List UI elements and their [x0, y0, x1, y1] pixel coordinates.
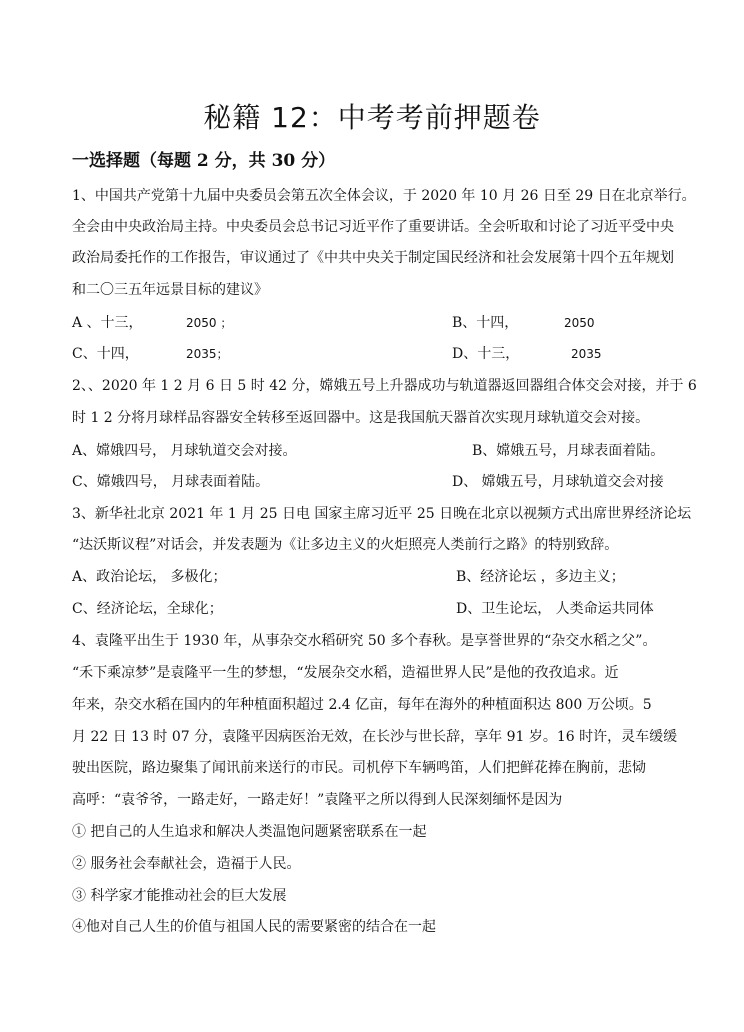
q1-option-b-year: 2050: [564, 316, 595, 330]
q4-line-6: 高呼：“袁爷爷，一路走好，一路走好！”袁隆平之所以得到人民深刻缅怀是因为: [72, 792, 563, 808]
q1-option-a-year: 2050 ；: [186, 316, 233, 330]
q3-option-b: B、经济论坛 ，多边主义；: [456, 569, 625, 585]
q3-line-1: 3、新华社北京 2021 年 1 月 25 日电 国家主席习近平 25 日晚在北京以视频方式出席世界经济论坛: [72, 506, 692, 522]
q4-line-3: 年来，杂交水稻在国内的年种植面积超过 2.4 亿亩，每年在海外的种植面积达 800 万公顷。5: [72, 697, 652, 713]
q2-option-b: B、嫦娥五号，月球表面着陆。: [472, 443, 665, 459]
q1-line-2: 全会由中央政治局主持。中央委员会总书记习近平作了重要讲话。全会听取和讨论了习近平受中央: [72, 219, 674, 235]
q1-line-4: 和二〇三五年远景目标的建议》: [72, 282, 268, 298]
q3-option-c: C、经济论坛，全球化；: [72, 601, 223, 617]
q2-option-a: A、嫦娥四号， 月球轨道交会对接。: [72, 443, 297, 459]
q2-line-2: 时 1 2 分将月球样品容器安全转移至返回器中。这是我国航天器首次实现月球轨道交会对接。: [72, 410, 650, 426]
q3-line-2: “达沃斯议程”对话会，并发表题为《让多边主义的火炬照亮人类前行之路》的特别致辞。: [72, 537, 619, 553]
q1-line-3: 政治局委托作的工作报告，审议通过了《中共中央关于制定国民经济和社会发展第十四个五年规划: [72, 250, 674, 266]
q4-line-5: 驶出医院，路边聚集了闻讯前来送行的市民。司机停下车辆鸣笛，人们把鲜花捧在胸前，悲恸: [72, 760, 646, 776]
q4-item-2: ② 服务社会奉献社会，造福于人民。: [72, 856, 301, 872]
q4-line-1: 4、袁隆平出生于 1930 年，从事杂交水稻研究 50 多个春秋。是享誉世界的“杂交水稻之父”。: [72, 633, 657, 649]
q4-line-2: “禾下乘凉梦”是袁隆平一生的梦想，“发展杂交水稻，造福世界人民”是他的孜孜追求。近: [72, 665, 619, 681]
q4-line-4: 月 22 日 13 时 07 分，袁隆平因病医治无效，在长沙与世长辞，享年 91 岁。16 时许，灵车缓缓: [72, 729, 678, 745]
q1-option-a-label: A 、十三，: [72, 315, 143, 331]
q3-option-a: A、政治论坛， 多极化；: [72, 569, 227, 585]
q1-line-1: 1、中国共产党第十九届中央委员会第五次全体会议，于 2020 年 10 月 26 日至 29 日在北京举行。: [72, 188, 696, 204]
q2-line-1: 2、、2020 年 1 2 月 6 日 5 时 42 分，嫦娥五号上升器成功与轨道器返回器组合体交会对接，并于 6: [72, 378, 697, 394]
q4-item-4: ④他对自己人生的价值与祖国人民的需要紧密的结合在一起: [72, 919, 436, 935]
section-heading: 一选择题（每题 2 分，共 30 分）: [72, 151, 336, 171]
page-title: 秘籍 12：中考考前押题卷: [203, 101, 541, 134]
q4-item-1: ① 把自己的人生追求和解决人类温饱问题紧密联系在一起: [72, 824, 427, 840]
q1-option-d-year: 2035: [571, 347, 602, 361]
q1-option-c-year: 2035；: [186, 347, 229, 361]
q1-option-b-label: B、十四，: [452, 315, 519, 331]
q2-option-d: D、 嫦娥五号，月球轨道交会对接: [452, 474, 664, 490]
q1-option-d-label: D、十三，: [452, 346, 520, 362]
q3-option-d: D、卫生论坛， 人类命运共同体: [456, 601, 654, 617]
q4-item-3: ③ 科学家才能推动社会的巨大发展: [72, 888, 287, 904]
q1-option-c-label: C、十四，: [72, 346, 139, 362]
q2-option-c: C、嫦娥四号， 月球表面着陆。: [72, 474, 270, 490]
